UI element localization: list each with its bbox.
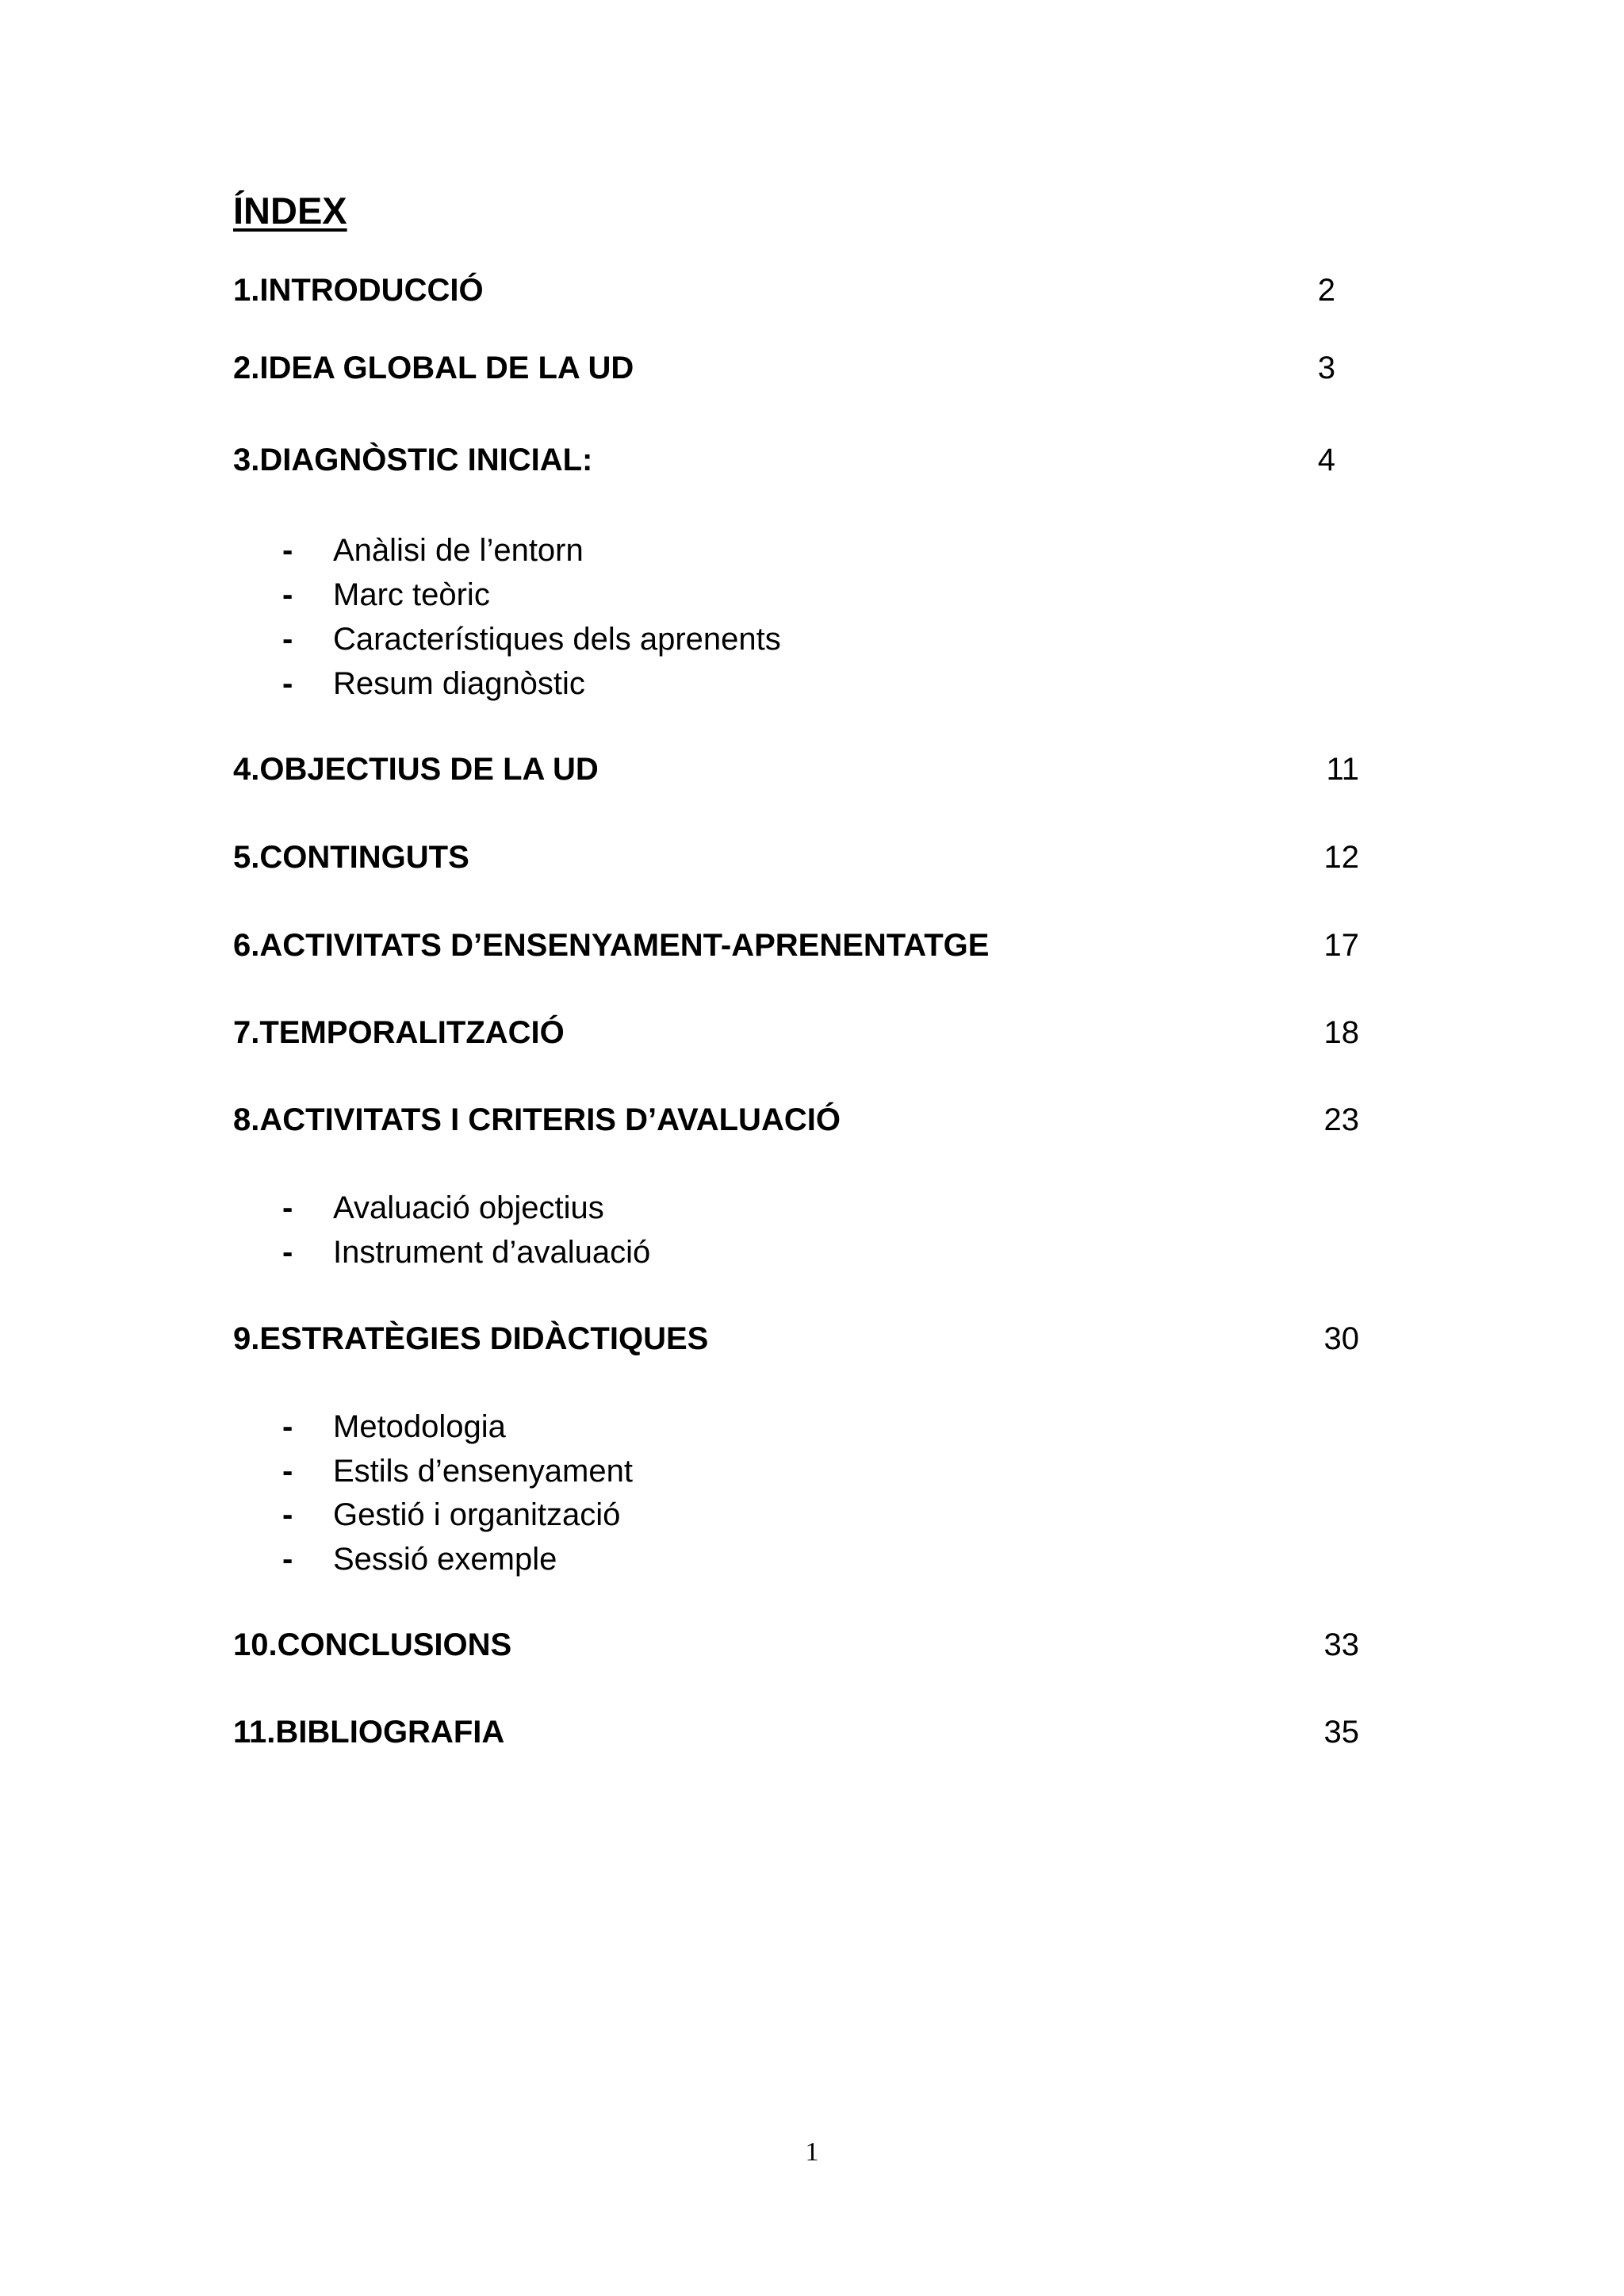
- toc-entry-8: 8.ACTIVITATS I CRITERIS D’AVALUACIÓ: [233, 1102, 841, 1137]
- toc-entry-4: 4.OBJECTIUS DE LA UD: [233, 752, 599, 787]
- toc-entry-5: 5.CONTINGUTS: [233, 840, 469, 875]
- toc-subitem-label: Sessió exemple: [333, 1542, 557, 1577]
- toc-page-11: 35: [1323, 1715, 1359, 1750]
- toc-page-2: 3: [1317, 351, 1335, 385]
- toc-subitem: [282, 620, 781, 658]
- bullet-dash: -: [282, 533, 293, 568]
- toc-subitem-label: Estils d’ensenyament: [333, 1454, 633, 1489]
- bullet-dash: -: [282, 1235, 293, 1270]
- toc-page-4: 11: [1326, 752, 1359, 787]
- bullet-dash: -: [282, 622, 293, 657]
- toc-subitem-label: Metodologia: [333, 1409, 506, 1444]
- index-title: ÍNDEX: [233, 190, 347, 232]
- bullet-dash: -: [282, 1409, 293, 1444]
- toc-subitem: [282, 1189, 604, 1227]
- bullet-dash: -: [282, 577, 293, 612]
- toc-subitem: [282, 1452, 633, 1490]
- bullet-dash: -: [282, 1497, 293, 1532]
- bullet-dash: -: [282, 1454, 293, 1489]
- toc-subitem: [282, 1540, 557, 1578]
- bullet-dash: -: [282, 1542, 293, 1577]
- toc-subitem: [282, 531, 584, 569]
- toc-subitem-label: Instrument d’avaluació: [333, 1235, 651, 1270]
- toc-subitem: [282, 1496, 620, 1534]
- toc-subitem: [282, 1408, 506, 1446]
- page-number: 1: [805, 2137, 819, 2167]
- toc-entry-9: 9.ESTRATÈGIES DIDÀCTIQUES: [233, 1321, 709, 1356]
- toc-entry-1: 1.INTRODUCCIÓ: [233, 273, 484, 308]
- toc-page-8: 23: [1323, 1102, 1359, 1137]
- toc-page-9: 30: [1323, 1321, 1359, 1356]
- toc-page-7: 18: [1323, 1015, 1359, 1050]
- toc-subitem-label: Anàlisi de l’entorn: [333, 533, 584, 568]
- toc-entry-2: 2.IDEA GLOBAL DE LA UD: [233, 351, 634, 385]
- toc-page-6: 17: [1323, 928, 1359, 963]
- toc-subitem-label: Característiques dels aprenents: [333, 622, 781, 657]
- toc-subitem: [282, 1233, 650, 1271]
- toc-subitem: [282, 576, 490, 614]
- toc-entry-7: 7.TEMPORALITZACIÓ: [233, 1015, 565, 1050]
- toc-entry-11: 11.BIBLIOGRAFIA: [233, 1715, 505, 1750]
- toc-page-10: 33: [1323, 1627, 1359, 1662]
- toc-subitem-label: Avaluació objectius: [333, 1190, 604, 1225]
- toc-entry-10: 10.CONCLUSIONS: [233, 1627, 512, 1662]
- toc-subitem-label: Marc teòric: [333, 577, 490, 612]
- bullet-dash: -: [282, 666, 293, 701]
- bullet-dash: -: [282, 1190, 293, 1225]
- toc-subitem: [282, 665, 585, 703]
- toc-page-1: 2: [1317, 273, 1335, 308]
- toc-subitem-label: Gestió i organització: [333, 1497, 621, 1532]
- toc-page-3: 4: [1317, 443, 1335, 477]
- toc-entry-6: 6.ACTIVITATS D’ENSENYAMENT-APRENENTATGE: [233, 928, 990, 963]
- toc-entry-3: 3.DIAGNÒSTIC INICIAL:: [233, 443, 593, 477]
- toc-subitem-label: Resum diagnòstic: [333, 666, 585, 701]
- toc-page-5: 12: [1323, 840, 1359, 875]
